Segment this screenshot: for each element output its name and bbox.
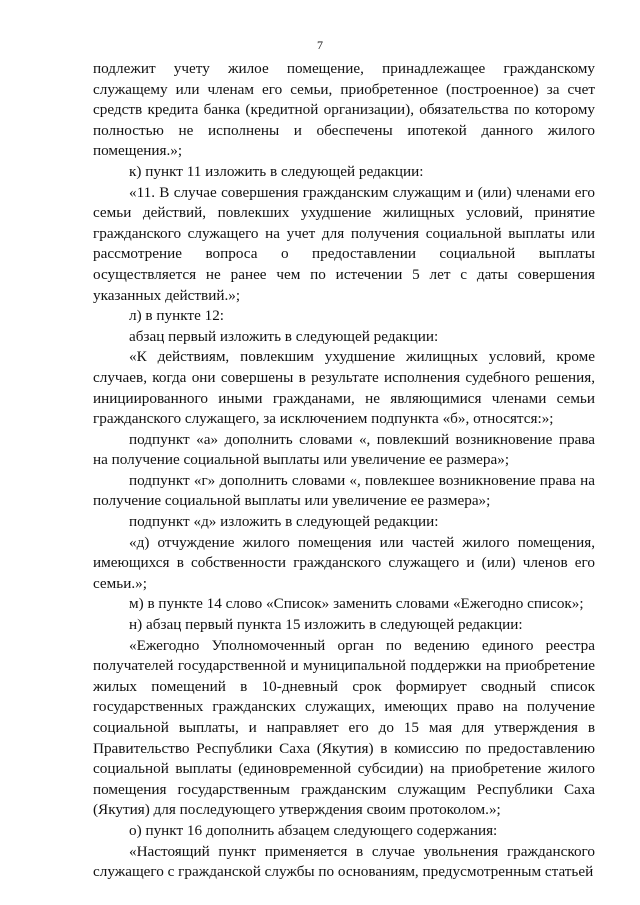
paragraph: н) абзац первый пункта 15 изложить в следующей редакции: bbox=[129, 616, 523, 634]
paragraph: подпункт «а» дополнить словами «, повлекший возникновение права на получение социальной выплаты или увеличение ее размера»; bbox=[93, 430, 595, 469]
page-number: 7 bbox=[317, 38, 323, 52]
paragraph: «Ежегодно Уполномоченный орган по ведению единого реестра получателей государственной и муниципальной поддержки на приобретение жилых помещений в 10-дневный срок формирует сводный список государственных гражданских служащих, имеющих право на получение социальной выплаты, и направляет его до 15 мая для утверждения в Правительство Республики Саха (Якутия) в комиссию по предоставлению социальной выплаты (единовременной субсидии) на приобретение жилого помещения государственным гражданским служащим Республики Саха (Якутия) для последующего утверждения своим протоколом.»; bbox=[93, 636, 595, 819]
paragraph: м) в пункте 14 слово «Список» заменить словами «Ежегодно список»; bbox=[129, 595, 584, 613]
paragraph: подпункт «д» изложить в следующей редакции: bbox=[129, 513, 439, 531]
paragraph: «11. В случае совершения гражданским служащим и (или) членами его семьи действий, повлекших ухудшение жилищных условий, принятие гражданского служащего на учет для получения социальной выплаты или рассмотрение вопроса о предоставлении социальной выплаты осуществляется не ранее чем по истечении 5 лет с даты совершения указанных действий.»; bbox=[93, 183, 595, 304]
paragraph: «К действиям, повлекшим ухудшение жилищных условий, кроме случаев, когда они совершены в результате исполнения судебного решения, инициированного иными гражданами, не являющимися членами семьи гражданского служащего, за исключением подпункта «б», относятся:»; bbox=[93, 348, 595, 428]
document-body bbox=[93, 59, 595, 883]
paragraph: подпункт «г» дополнить словами «, повлекшее возникновение права на получение социальной выплаты или увеличение ее размера»; bbox=[93, 471, 595, 510]
paragraph: «д) отчуждение жилого помещения или частей жилого помещения, имеющихся в собственности гражданского служащего и (или) членов его семьи.»; bbox=[93, 533, 595, 592]
paragraph: абзац первый изложить в следующей редакции: bbox=[129, 327, 439, 345]
paragraph: о) пункт 16 дополнить абзацем следующего содержания: bbox=[129, 821, 498, 839]
paragraph: л) в пункте 12: bbox=[129, 307, 225, 325]
paragraph: подлежит учету жилое помещение, принадлежащее гражданскому служащему или членам его семьи, приобретенное (построенное) за счет средств кредита банка (кредитной организации), обязательства по которому полностью не исполнены и обеспечены ипотекой данного жилого помещения.»; bbox=[93, 60, 595, 160]
paragraph: к) пункт 11 изложить в следующей редакции: bbox=[129, 162, 424, 180]
paragraph: «Настоящий пункт применяется в случае увольнения гражданского служащего с гражданской службы по основаниям, предусмотренным статьей bbox=[93, 842, 595, 881]
